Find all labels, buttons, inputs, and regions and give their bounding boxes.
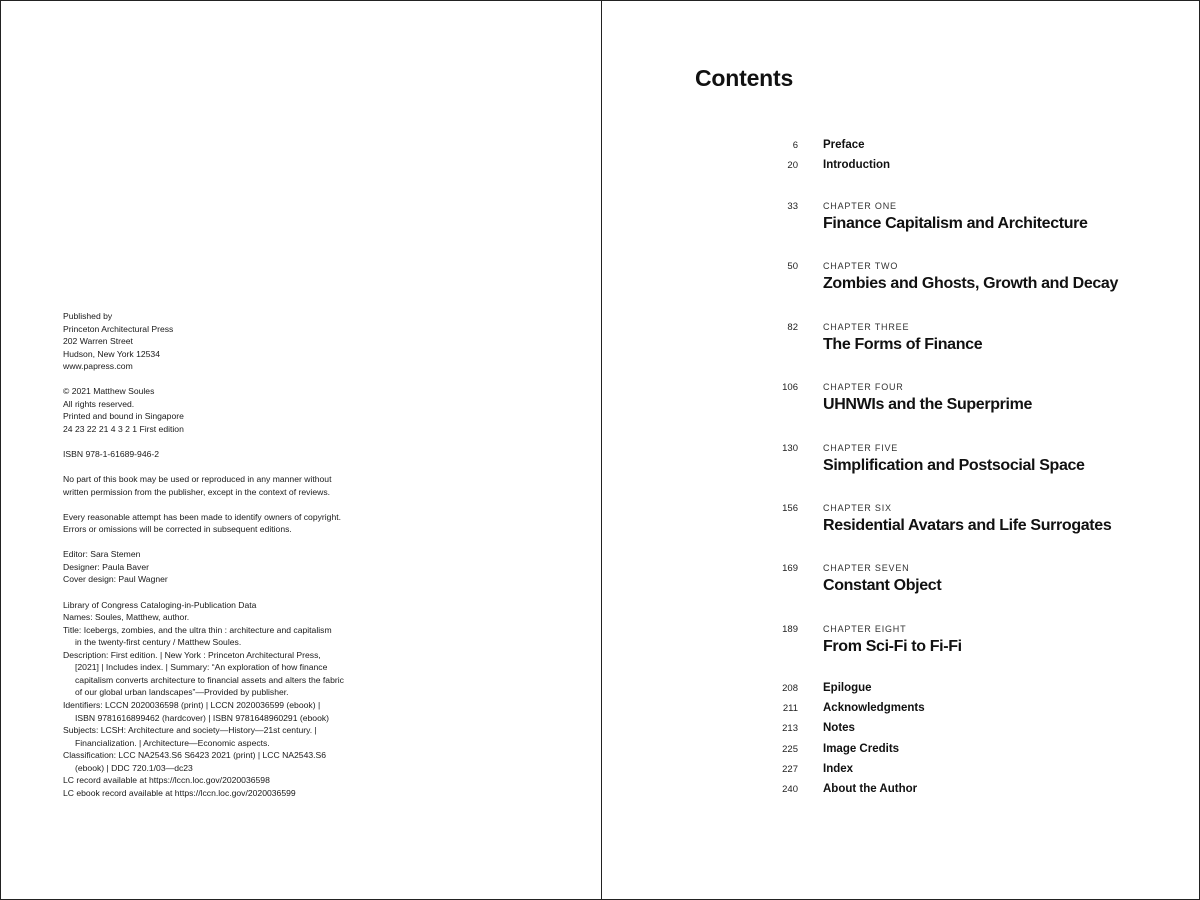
chapter-label: CHAPTER SEVEN bbox=[823, 563, 910, 573]
chapter-label: CHAPTER ONE bbox=[823, 201, 897, 211]
imprint-block bbox=[63, 599, 383, 800]
page-number: 225 bbox=[782, 744, 798, 755]
page-number: 213 bbox=[782, 723, 798, 734]
imprint-block bbox=[63, 448, 383, 461]
imprint-block bbox=[63, 385, 383, 435]
entry-title: Notes bbox=[823, 722, 855, 734]
chapter-label: CHAPTER SIX bbox=[823, 503, 892, 513]
chapter-title: Finance Capitalism and Architecture bbox=[823, 215, 1088, 232]
chapter-title: Residential Avatars and Life Surrogates bbox=[823, 517, 1112, 534]
entry-title: Epilogue bbox=[823, 682, 872, 694]
imprint-line: Description: First edition. | New York : Princeton Architectural Press, bbox=[63, 649, 321, 660]
imprint-block bbox=[63, 473, 383, 498]
imprint-line: Hudson, New York 12534 bbox=[63, 348, 160, 359]
contents-page bbox=[601, 1, 1200, 899]
page-number: 33 bbox=[787, 201, 798, 212]
imprint-line: Princeton Architectural Press bbox=[63, 323, 174, 334]
imprint-line: written permission from the publisher, except in the context of reviews. bbox=[63, 486, 331, 497]
imprint-line: © 2021 Matthew Soules bbox=[63, 386, 155, 397]
chapter-title: From Sci-Fi to Fi-Fi bbox=[823, 638, 962, 655]
imprint-line: Published by bbox=[63, 311, 113, 321]
page-number: 227 bbox=[782, 764, 798, 775]
entry-title: Introduction bbox=[823, 159, 891, 171]
imprint-line: Title: Icebergs, zombies, and the ultra thin : architecture and capitalism bbox=[63, 624, 332, 635]
imprint-line: Errors or omissions will be corrected in subsequent editions. bbox=[63, 524, 292, 535]
page-number: 189 bbox=[782, 624, 798, 635]
imprint-line: (ebook) | DDC 720.1/03—dc23 bbox=[75, 762, 193, 773]
page-number: 169 bbox=[782, 563, 798, 574]
imprint-line: Classification: LCC NA2543.S6 S6423 2021 (print) | LCC NA2543.S6 bbox=[63, 750, 327, 761]
imprint-line: 24 23 22 21 4 3 2 1 First edition bbox=[63, 423, 184, 434]
chapter-title: UHNWIs and the Superprime bbox=[823, 396, 1033, 413]
imprint-line: LC ebook record available at https://lccn.loc.gov/2020036599 bbox=[63, 787, 296, 798]
imprint-block bbox=[63, 310, 383, 373]
page-number: 208 bbox=[782, 683, 798, 694]
imprint-line: www.papress.com bbox=[63, 361, 133, 372]
imprint-line: Names: Soules, Matthew, author. bbox=[63, 612, 190, 623]
imprint-line: No part of this book may be used or reproduced in any manner without bbox=[63, 474, 332, 485]
page-number: 82 bbox=[787, 322, 798, 333]
chapter-title: Constant Object bbox=[823, 577, 942, 594]
copyright-imprint bbox=[63, 310, 383, 812]
imprint-line: Cover design: Paul Wagner bbox=[63, 574, 168, 585]
chapter-title: Zombies and Ghosts, Growth and Decay bbox=[823, 275, 1119, 292]
imprint-block bbox=[63, 511, 383, 536]
imprint-line: Financialization. | Architecture—Economic aspects. bbox=[75, 737, 270, 748]
contents-title: Contents bbox=[695, 65, 794, 91]
imprint-line: Printed and bound in Singapore bbox=[63, 411, 184, 422]
chapter-title: The Forms of Finance bbox=[823, 336, 983, 353]
page-number: 50 bbox=[787, 261, 798, 272]
page-number: 130 bbox=[782, 443, 798, 454]
chapter-label: CHAPTER FOUR bbox=[823, 382, 904, 392]
imprint-line: [2021] | Includes index. | Summary: “An exploration of how finance bbox=[75, 662, 328, 673]
chapter-label: CHAPTER THREE bbox=[823, 322, 910, 332]
copyright-page bbox=[1, 1, 601, 899]
page-number: 106 bbox=[782, 382, 798, 393]
page-number: 20 bbox=[787, 160, 798, 171]
imprint-line: Identifiers: LCCN 2020036598 (print) | LCCN 2020036599 (ebook) | bbox=[63, 699, 321, 710]
imprint-block bbox=[63, 548, 383, 586]
imprint-line: All rights reserved. bbox=[63, 398, 135, 409]
imprint-line: Every reasonable attempt has been made to identify owners of copyright. bbox=[63, 511, 342, 522]
entry-title: Image Credits bbox=[823, 743, 900, 755]
imprint-line: Subjects: LCSH: Architecture and society—History—21st century. | bbox=[63, 725, 317, 736]
imprint-line: ISBN 9781616899462 (hardcover) | ISBN 9781648960291 (ebook) bbox=[75, 712, 330, 723]
entry-title: About the Author bbox=[823, 783, 918, 795]
entry-title: Preface bbox=[823, 139, 865, 151]
page-number: 6 bbox=[792, 140, 798, 151]
page-number: 240 bbox=[782, 784, 798, 795]
imprint-line: in the twenty-first century / Matthew Soules. bbox=[75, 637, 242, 648]
imprint-line: Library of Congress Cataloging-in-Publication Data bbox=[63, 599, 257, 610]
imprint-line: ISBN 978-1-61689-946-2 bbox=[63, 449, 160, 460]
chapter-title: Simplification and Postsocial Space bbox=[823, 457, 1085, 474]
chapter-label: CHAPTER FIVE bbox=[823, 443, 899, 453]
imprint-line: Designer: Paula Baver bbox=[63, 561, 149, 572]
imprint-line: capitalism converts architecture to financial assets and alters the fabric bbox=[75, 674, 344, 685]
page-number: 211 bbox=[782, 703, 798, 714]
entry-title: Acknowledgments bbox=[823, 702, 925, 714]
chapter-label: CHAPTER EIGHT bbox=[823, 624, 907, 634]
imprint-line: Editor: Sara Stemen bbox=[63, 549, 141, 560]
imprint-line: 202 Warren Street bbox=[63, 336, 133, 347]
chapter-label: CHAPTER TWO bbox=[823, 261, 899, 271]
entry-title: Index bbox=[823, 763, 854, 775]
imprint-line: LC record available at https://lccn.loc.gov/2020036598 bbox=[63, 775, 270, 786]
imprint-line: of our global urban landscapes”—Provided by publisher. bbox=[75, 687, 289, 698]
page-number: 156 bbox=[782, 503, 798, 514]
